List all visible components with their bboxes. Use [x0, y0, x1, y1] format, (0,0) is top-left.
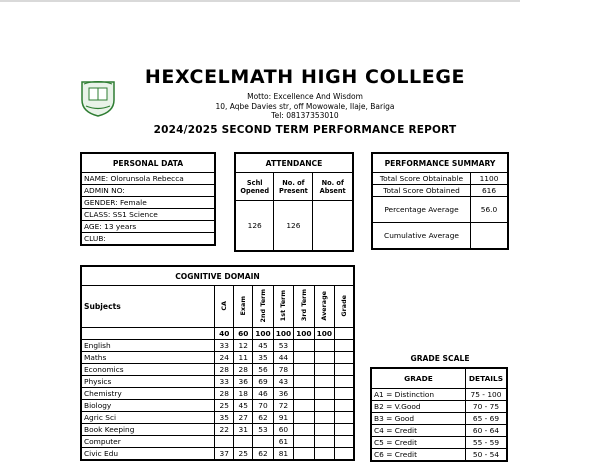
subject-name: Economics — [81, 364, 215, 376]
grade-rows — [371, 388, 507, 461]
score-average — [314, 376, 334, 388]
subject-row — [81, 376, 354, 388]
col-header-3rd-term: 3rd Term — [299, 289, 308, 322]
score-average — [314, 340, 334, 352]
subject-row — [81, 400, 354, 412]
score-exam: 27 — [234, 412, 253, 424]
score-3rd-term — [294, 376, 314, 388]
score-exam: 45 — [234, 400, 253, 412]
score-exam: 36 — [234, 376, 253, 388]
score-ca — [215, 436, 234, 448]
subject-name: Chemistry — [81, 388, 215, 400]
score-grade — [335, 340, 355, 352]
score-2nd-term: 62 — [253, 412, 273, 424]
score-3rd-term — [294, 436, 314, 448]
score-1st-term: 61 — [273, 436, 293, 448]
score-grade — [335, 436, 355, 448]
personal-row-class: CLASS: SS1 Science — [81, 209, 215, 221]
subjects-header: Subjects — [81, 286, 215, 328]
cognitive-title: COGNITIVE DOMAIN — [81, 266, 354, 286]
grade-row — [371, 400, 507, 412]
max-score-exam: 60 — [234, 328, 253, 340]
subject-row — [81, 388, 354, 400]
details-header: DETAILS — [466, 368, 508, 388]
grade-scale-title: GRADE SCALE — [410, 354, 470, 363]
score-exam: 25 — [234, 448, 253, 461]
personal-data-title: PERSONAL DATA — [81, 153, 215, 173]
score-ca: 24 — [215, 352, 234, 364]
max-score-1st-term: 100 — [273, 328, 293, 340]
address: 10, Aqbe Davies str, off Mowowale, Ilaje, Bariga — [215, 101, 395, 111]
score-3rd-term — [294, 448, 314, 461]
score-ca: 28 — [215, 364, 234, 376]
score-ca: 33 — [215, 376, 234, 388]
attendance-title: ATTENDANCE — [235, 153, 353, 173]
max-score-ca: 40 — [215, 328, 234, 340]
grade-row — [371, 424, 507, 436]
score-1st-term: 44 — [273, 352, 293, 364]
school-opened-value: 126 — [235, 201, 274, 251]
score-1st-term: 78 — [273, 364, 293, 376]
score-3rd-term — [294, 400, 314, 412]
score-grade — [335, 376, 355, 388]
score-grade — [335, 388, 355, 400]
report-title: 2024/2025 SECOND TERM PERFORMANCE REPORT — [153, 124, 457, 136]
score-average — [314, 352, 334, 364]
grade-label: A1 = Distinction — [371, 388, 466, 400]
summary-label: Total Score Obtained — [372, 185, 471, 197]
grade-range: 55 - 59 — [466, 436, 508, 448]
subject-name: English — [81, 340, 215, 352]
col-header-1st-term: 1st Term — [279, 289, 288, 322]
col-header-2nd-term: 2nd Term — [258, 288, 267, 323]
subject-row — [81, 352, 354, 364]
subject-name: Book Keeping — [81, 424, 215, 436]
grade-label: C4 = Credit — [371, 424, 466, 436]
attendance-table — [234, 152, 354, 252]
score-1st-term: 91 — [273, 412, 293, 424]
max-score-2nd-term: 100 — [253, 328, 273, 340]
personal-row-admin: ADMIN NO: — [81, 185, 215, 197]
score-3rd-term — [294, 352, 314, 364]
school-name: HEXCELMATH HIGH COLLEGE — [144, 66, 466, 88]
subject-row — [81, 340, 354, 352]
score-3rd-term — [294, 424, 314, 436]
score-1st-term: 43 — [273, 376, 293, 388]
grade-range: 65 - 69 — [466, 412, 508, 424]
grade-range: 60 - 64 — [466, 424, 508, 436]
grade-row — [371, 412, 507, 424]
score-average — [314, 388, 334, 400]
grade-range: 75 - 100 — [466, 388, 508, 400]
telephone: Tel: 08137353010 — [271, 111, 339, 120]
personal-row-age: AGE: 13 years — [81, 221, 215, 233]
score-grade — [335, 352, 355, 364]
score-average — [314, 424, 334, 436]
score-ca: 33 — [215, 340, 234, 352]
grade-row — [371, 436, 507, 448]
cognitive-rows — [81, 340, 354, 461]
max-score-3rd-term: 100 — [294, 328, 314, 340]
score-1st-term: 60 — [273, 424, 293, 436]
score-2nd-term: 62 — [253, 448, 273, 461]
score-average — [314, 400, 334, 412]
col-header-ca: CA — [220, 300, 229, 311]
score-2nd-term: 53 — [253, 424, 273, 436]
grade-label: C6 = Credit — [371, 448, 466, 461]
summary-label: Cumulative Average — [372, 223, 471, 249]
score-3rd-term — [294, 412, 314, 424]
grade-range: 70 - 75 — [466, 400, 508, 412]
summary-value: 616 — [471, 185, 509, 197]
grade-row — [371, 448, 507, 461]
score-2nd-term: 35 — [253, 352, 273, 364]
score-exam — [234, 436, 253, 448]
subject-name: Physics — [81, 376, 215, 388]
subject-row — [81, 412, 354, 424]
personal-row-club: CLUB: — [81, 233, 215, 246]
score-grade — [335, 412, 355, 424]
score-ca: 35 — [215, 412, 234, 424]
grade-scale-table — [370, 367, 508, 462]
score-2nd-term: 46 — [253, 388, 273, 400]
col-header-average: Average — [320, 290, 329, 321]
score-average — [314, 364, 334, 376]
score-ca: 28 — [215, 388, 234, 400]
performance-summary-table — [371, 152, 509, 250]
score-3rd-term — [294, 364, 314, 376]
summary-title: PERFORMANCE SUMMARY — [372, 153, 508, 173]
score-exam: 31 — [234, 424, 253, 436]
col-header-exam: Exam — [239, 295, 248, 316]
no-absent-header: No. of Absent — [313, 173, 353, 201]
top-divider — [0, 0, 520, 2]
score-3rd-term — [294, 388, 314, 400]
grade-label: B2 = V.Good — [371, 400, 466, 412]
score-ca: 37 — [215, 448, 234, 461]
score-exam: 11 — [234, 352, 253, 364]
personal-data-table — [80, 152, 216, 246]
score-1st-term: 53 — [273, 340, 293, 352]
subject-row — [81, 364, 354, 376]
score-ca: 25 — [215, 400, 234, 412]
subject-row — [81, 448, 354, 461]
score-2nd-term: 69 — [253, 376, 273, 388]
score-exam: 18 — [234, 388, 253, 400]
score-grade — [335, 448, 355, 461]
score-2nd-term: 70 — [253, 400, 273, 412]
max-score-grade — [335, 328, 355, 340]
subject-row — [81, 436, 354, 448]
subject-name: Agric Sci — [81, 412, 215, 424]
score-ca: 22 — [215, 424, 234, 436]
subject-name: Civic Edu — [81, 448, 215, 461]
score-average — [314, 436, 334, 448]
max-score-average: 100 — [314, 328, 334, 340]
score-exam: 28 — [234, 364, 253, 376]
score-2nd-term: 56 — [253, 364, 273, 376]
col-header-grade: Grade — [340, 294, 348, 317]
score-exam: 12 — [234, 340, 253, 352]
grade-range: 50 - 54 — [466, 448, 508, 461]
summary-label: Percentage Average — [372, 197, 471, 223]
max-scores-label — [81, 328, 215, 340]
no-present-value: 126 — [274, 201, 313, 251]
grade-row — [371, 388, 507, 400]
score-average — [314, 448, 334, 461]
summary-value — [471, 223, 509, 249]
motto: Motto: Excellence And Wisdom — [247, 92, 363, 101]
subject-name: Biology — [81, 400, 215, 412]
no-absent-value — [313, 201, 353, 251]
summary-value: 1100 — [471, 173, 509, 185]
grade-label: C5 = Credit — [371, 436, 466, 448]
score-2nd-term: 45 — [253, 340, 273, 352]
grade-header: GRADE — [371, 368, 466, 388]
score-3rd-term — [294, 340, 314, 352]
score-2nd-term — [253, 436, 273, 448]
grade-label: B3 = Good — [371, 412, 466, 424]
subject-row — [81, 424, 354, 436]
no-present-header: No. of Present — [274, 173, 313, 201]
score-1st-term: 36 — [273, 388, 293, 400]
personal-row-name: NAME: Olorunsola Rebecca — [81, 173, 215, 185]
score-average — [314, 412, 334, 424]
summary-label: Total Score Obtainable — [372, 173, 471, 185]
personal-row-gender: GENDER: Female — [81, 197, 215, 209]
score-grade — [335, 400, 355, 412]
score-1st-term: 72 — [273, 400, 293, 412]
score-grade — [335, 364, 355, 376]
score-grade — [335, 424, 355, 436]
school-info — [0, 92, 610, 121]
score-1st-term: 81 — [273, 448, 293, 461]
subject-name: Computer — [81, 436, 215, 448]
summary-value: 56.0 — [471, 197, 509, 223]
subject-name: Maths — [81, 352, 215, 364]
cognitive-domain-table — [80, 265, 355, 461]
school-opened-header: Schl Opened — [235, 173, 274, 201]
